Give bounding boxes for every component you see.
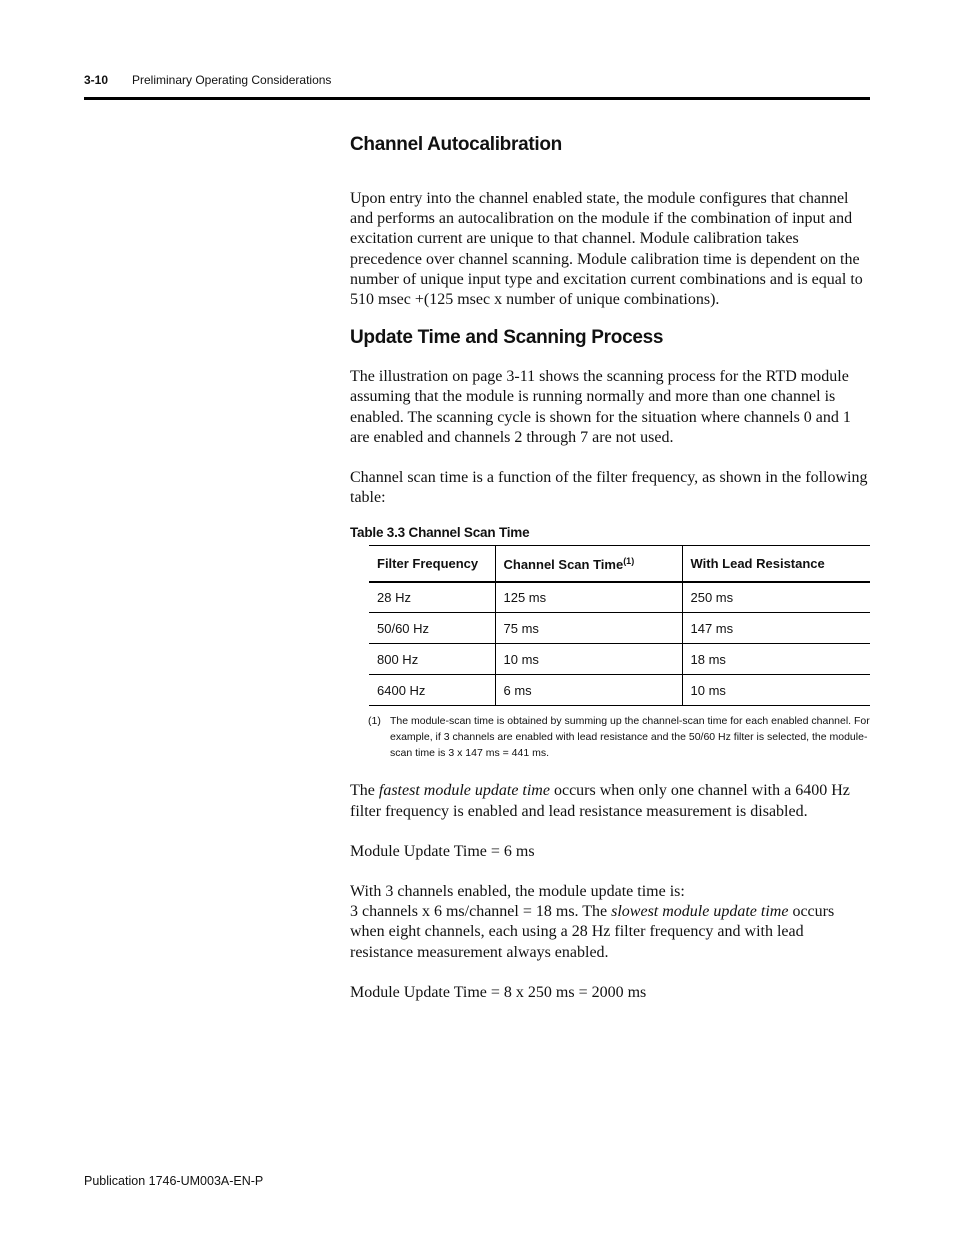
- cell-channel-scan-time: 10 ms: [495, 644, 682, 675]
- table-header-row: [369, 546, 870, 582]
- cell-channel-scan-time: 75 ms: [495, 613, 682, 644]
- column-header-label: Filter Frequency: [377, 556, 479, 572]
- running-header: [84, 73, 870, 91]
- column-header-label: With Lead Resistance: [690, 556, 825, 572]
- channel-scan-time-table: [369, 545, 870, 706]
- column-header-filter-frequency: [369, 546, 495, 582]
- table-caption: Table 3.3 Channel Scan Time: [350, 525, 530, 541]
- text-run: occurs when eight channels, each using a 28 Hz filter frequency and with lead resistance measurement always enabled.: [350, 903, 835, 961]
- text-run: The: [350, 782, 379, 800]
- column-header-label: Channel Scan Time: [503, 556, 624, 572]
- paragraph-three-channels: [350, 882, 870, 963]
- cell-with-lead-resistance: 147 ms: [682, 613, 870, 644]
- column-header-channel-scan-time: [495, 546, 682, 582]
- section-heading-update-time: Update Time and Scanning Process: [350, 327, 664, 349]
- cell-with-lead-resistance: 10 ms: [682, 675, 870, 706]
- equation-module-update-2000ms: Module Update Time = 8 x 250 ms = 2000 ms: [350, 983, 647, 1001]
- cell-filter-frequency: 800 Hz: [369, 644, 495, 675]
- paragraph-fastest-update: [350, 781, 870, 821]
- footnote-marker: (1): [368, 715, 381, 728]
- publication-footer: Publication 1746-UM003A-EN-P: [84, 1174, 264, 1188]
- header-rule: [84, 97, 870, 100]
- section-heading-channel-autocalibration: Channel Autocalibration: [350, 134, 562, 155]
- page-number: 3-10: [84, 73, 109, 87]
- cell-with-lead-resistance: 250 ms: [682, 582, 870, 613]
- text-run: 3 channels x 6 ms/channel = 18 ms. The: [350, 903, 612, 921]
- table-footnote: [368, 713, 870, 761]
- cell-filter-frequency: 6400 Hz: [369, 675, 495, 706]
- cell-channel-scan-time: 6 ms: [495, 675, 682, 706]
- footnote-text: The module-scan time is obtained by summing up the channel-scan time for each enabled channel. For example, if 3 channels are enabled with lead resistance and the 50/60 Hz filter is selected, the module-scan time is 3 x 147 ms = 441 ms.: [390, 715, 870, 760]
- equation-module-update-6ms: Module Update Time = 6 ms: [350, 842, 535, 860]
- text-run: occurs when only one channel with a 6400 Hz filter frequency is enabled and lead resistance measurement is disabled.: [350, 782, 850, 820]
- paragraph-scan-time: Channel scan time is a function of the filter frequency, as shown in the following table:: [350, 469, 868, 507]
- cell-with-lead-resistance: 18 ms: [682, 644, 870, 675]
- text-line: With 3 channels enabled, the module update time is:: [350, 883, 685, 901]
- column-header-with-lead-resistance: [682, 546, 870, 582]
- paragraph-autocalibration: Upon entry into the channel enabled state, the module configures that channel and performs an autocalibration on the module if the combination of input and excitation current are unique to that channel. Module calibration takes precedence over channel scanning. Module calibration time is dependent on the number of unique input type and excitation current combinations and is equal to 510 msec +(125 msec x number of unique combinations).: [350, 190, 863, 309]
- table-row: [369, 613, 870, 644]
- table-row: [369, 644, 870, 675]
- emphasis-fastest-module-update-time: fastest module update time: [378, 782, 550, 800]
- cell-filter-frequency: 50/60 Hz: [369, 613, 495, 644]
- emphasis-slowest-module-update-time: slowest module update time: [611, 903, 789, 921]
- paragraph-illustration: The illustration on page 3-11 shows the scanning process for the RTD module assuming that the module is running normally and more than one channel is enabled. The scanning cycle is shown for the situation where channels 0 and 1 are enabled and channels 2 through 7 are not used.: [350, 368, 851, 446]
- cell-channel-scan-time: 125 ms: [495, 582, 682, 613]
- table-row: [369, 582, 870, 613]
- header-chapter-title: Preliminary Operating Considerations: [132, 73, 332, 87]
- main-content: [350, 134, 870, 1003]
- cell-filter-frequency: 28 Hz: [369, 582, 495, 613]
- footnote-reference: (1): [623, 555, 635, 566]
- table-row: [369, 675, 870, 706]
